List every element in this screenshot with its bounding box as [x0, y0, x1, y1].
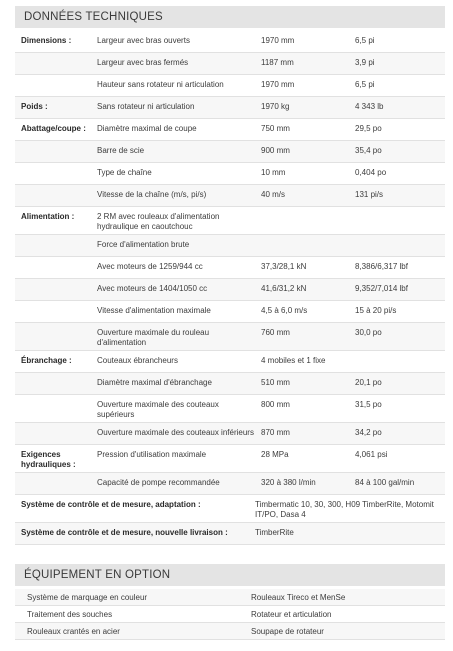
spec-label: Ouverture maximale du rouleau d'alimentation — [97, 328, 210, 347]
spec-label: Avec moteurs de 1259/944 cc — [97, 262, 203, 271]
spec-label: 2 RM avec rouleaux d'alimentation hydraulique en caoutchouc — [97, 212, 220, 231]
spec-metric: 760 mm — [261, 328, 290, 337]
spec-imperial: 9,352/7,014 lbf — [355, 284, 408, 293]
spec-metric: 28 MPa — [261, 450, 289, 459]
spec-metric: 37,3/28,1 kN — [261, 262, 307, 271]
technical-data-title: DONNÉES TECHNIQUES — [24, 11, 163, 23]
spec-row — [15, 163, 445, 185]
spec-imperial: 30,0 po — [355, 328, 382, 337]
option-row — [15, 606, 445, 623]
spec-imperial: 6,5 pi — [355, 36, 375, 45]
spec-metric: 4 mobiles et 1 fixe — [261, 356, 326, 365]
spec-metric: 10 mm — [261, 168, 286, 177]
spec-row — [15, 301, 445, 323]
spec-metric: 41,6/31,2 kN — [261, 284, 307, 293]
spec-metric: 1970 mm — [261, 80, 295, 89]
option-right: Soupape de rotateur — [251, 626, 324, 636]
optional-equipment-title: ÉQUIPEMENT EN OPTION — [24, 569, 171, 581]
spec-metric: 750 mm — [261, 124, 290, 133]
spec-label: Sans rotateur ni articulation — [97, 102, 195, 111]
spec-imperial: 31,5 po — [355, 400, 382, 409]
spec-imperial: 8,386/6,317 lbf — [355, 262, 408, 271]
spec-label: Ouverture maximale des couteaux supérieurs — [97, 400, 219, 419]
spec-metric: 40 m/s — [261, 190, 286, 199]
spec-metric: 1970 kg — [261, 102, 290, 111]
spec-row — [15, 235, 445, 257]
spec-label: Largeur avec bras ouverts — [97, 36, 190, 45]
spec-row — [15, 373, 445, 395]
spec-label: Diamètre maximal d'ébranchage — [97, 378, 212, 387]
spec-group: Dimensions : — [21, 36, 72, 45]
spec-row — [15, 31, 445, 53]
spec-imperial: 84 à 100 gal/min — [355, 478, 415, 487]
spec-group: Alimentation : — [21, 212, 75, 221]
option-right: Rotateur et articulation — [251, 609, 332, 619]
spec-label: Vitesse d'alimentation maximale — [97, 306, 211, 315]
spec-row — [15, 119, 445, 141]
spec-row — [15, 53, 445, 75]
spec-group: Poids : — [21, 102, 48, 111]
spec-row — [15, 351, 445, 373]
option-row — [15, 589, 445, 606]
control-system-value: Timbermatic 10, 30, 300, H09 TimberRite, Motomit IT/PO, Dasa 4 — [255, 500, 434, 519]
spec-label: Couteaux ébrancheurs — [97, 356, 178, 365]
spec-metric: 870 mm — [261, 428, 290, 437]
spec-row — [15, 445, 445, 473]
option-left: Rouleaux crantés en acier — [27, 626, 120, 636]
technical-data-header — [15, 6, 445, 28]
spec-metric: 1187 mm — [261, 58, 294, 67]
spec-label: Largeur avec bras fermés — [97, 58, 189, 67]
option-right: Rouleaux Tireco et MenSe — [251, 592, 346, 602]
spec-group: Ébranchage : — [21, 356, 72, 365]
option-left: Traitement des souches — [27, 609, 113, 619]
spec-label: Force d'alimentation brute — [97, 240, 190, 249]
spec-imperial: 35,4 po — [355, 146, 382, 155]
option-row — [15, 623, 445, 640]
spec-imperial: 15 à 20 pi/s — [355, 306, 397, 315]
optional-equipment-header — [15, 564, 445, 586]
spec-group: Exigences hydrauliques : — [21, 450, 76, 469]
spec-label: Pression d'utilisation maximale — [97, 450, 207, 459]
spec-row — [15, 423, 445, 445]
spec-imperial: 4,061 psi — [355, 450, 388, 459]
spec-row — [15, 141, 445, 163]
spec-imperial: 20,1 po — [355, 378, 382, 387]
spec-row — [15, 257, 445, 279]
spec-metric: 510 mm — [261, 378, 290, 387]
spec-imperial: 4 343 lb — [355, 102, 384, 111]
spec-imperial: 0,404 po — [355, 168, 387, 177]
control-system-group: Système de contrôle et de mesure, nouvelle livraison : — [21, 528, 228, 537]
spec-row — [15, 185, 445, 207]
spec-label: Capacité de pompe recommandée — [97, 478, 220, 487]
optional-equipment-table — [15, 589, 445, 640]
spec-imperial: 29,5 po — [355, 124, 382, 133]
spec-row — [15, 75, 445, 97]
spec-imperial: 3,9 pi — [355, 58, 375, 67]
spec-label: Type de chaîne — [97, 168, 152, 177]
control-system-row — [15, 495, 445, 523]
spec-imperial: 6,5 pi — [355, 80, 375, 89]
spec-label: Hauteur sans rotateur ni articulation — [97, 80, 224, 89]
spec-label: Avec moteurs de 1404/1050 cc — [97, 284, 208, 293]
spec-row — [15, 97, 445, 119]
control-system-value: TimberRite — [255, 528, 294, 537]
spec-metric: 1970 mm — [261, 36, 295, 45]
spec-row — [15, 323, 445, 351]
spec-row — [15, 473, 445, 495]
technical-spec-table — [15, 31, 445, 545]
spec-label: Barre de scie — [97, 146, 145, 155]
spec-metric: 900 mm — [261, 146, 290, 155]
spec-label: Ouverture maximale des couteaux inférieurs — [97, 428, 254, 437]
spec-metric: 800 mm — [261, 400, 290, 409]
spec-row — [15, 207, 445, 235]
spec-imperial: 34,2 po — [355, 428, 382, 437]
spec-group: Abattage/coupe : — [21, 124, 86, 133]
control-system-row — [15, 523, 445, 545]
spec-metric: 4,5 à 6,0 m/s — [261, 306, 308, 315]
spec-metric: 320 à 380 l/min — [261, 478, 316, 487]
control-system-group: Système de contrôle et de mesure, adaptation : — [21, 500, 201, 509]
spec-imperial: 131 pi/s — [355, 190, 384, 199]
spec-row — [15, 395, 445, 423]
spec-label: Vitesse de la chaîne (m/s, pi/s) — [97, 190, 207, 199]
option-left: Système de marquage en couleur — [27, 592, 148, 602]
spec-label: Diamètre maximal de coupe — [97, 124, 197, 133]
spec-row — [15, 279, 445, 301]
